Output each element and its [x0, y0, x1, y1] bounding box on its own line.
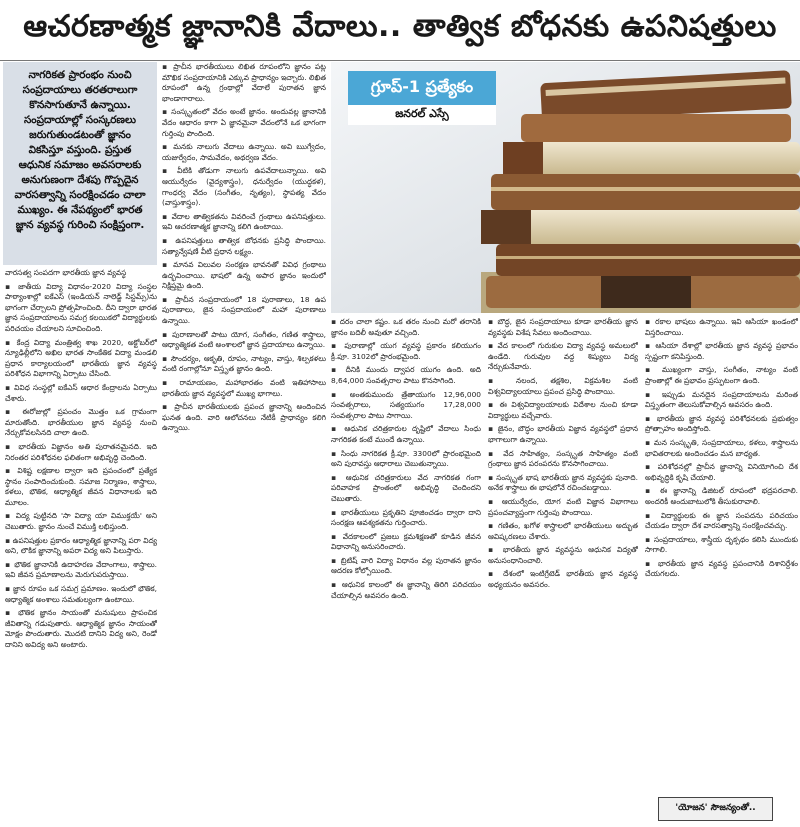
paragraph: ▪ పురాణాల్లో యుగ వ్యవస్థ ప్రకారం కలియుగం క్రీ.పూ. 3102లో ప్రారంభమైంది. [331, 341, 481, 362]
paragraph: ▪ సంప్రదాయాలు, శాస్త్రీయ దృక్పథం కలిసి ముందుకు సాగాలి. [645, 535, 798, 556]
paragraph: ▪ వేద కాలంలో గురుకుల విద్యా వ్యవస్థ అమలులో ఉండేది. గురువుల వద్ద శిష్యులు విద్య నేర్చుకునేవారు. [488, 341, 638, 373]
paragraph: ▪ సంస్కృత భాష భారతీయ జ్ఞాన వ్యవస్థకు పునాది. అనేక శాస్త్రాలు ఈ భాషలోనే రచించబడ్డాయి. [488, 473, 638, 494]
headline-divider [0, 60, 800, 61]
paragraph: ▪ ఆయుర్వేదం, యోగ వంటి విజ్ఞాన విభాగాలు ప్రపంచవ్యాప్తంగా గుర్తింపు పొందాయి. [488, 497, 638, 518]
paragraph: ▪ భౌతిక జ్ఞానం సాయంతో మనుషులు ప్రాపంచిక జీవితాన్ని గడుపుతారు. ఆధ్యాత్మిక జ్ఞానం సాయంతో మోక్షం పొందుతారు. మొదటి దానిని విద్య అని, రెండో దానిని అవిద్య అని అంటారు. [5, 608, 157, 650]
paragraph: ▪ గణితం, ఖగోళ శాస్త్రాలలో భారతీయులు అద్భుత ఆవిష్కరణలు చేశారు. [488, 521, 638, 542]
paragraph: ▪ ప్రాచీన భారతీయులకు ప్రపంచ జ్ఞానాన్ని అందించిన ఘనత ఉంది. వారి ఆలోచనలు నేటికీ ప్రాధాన్యం కలిగి ఉన్నాయి. [162, 402, 326, 434]
article-column-4 [488, 317, 638, 823]
paragraph: ▪ సంస్కృతంలో వేదం అంటే జ్ఞానం. అందువల్ల జ్ఞానానికి వేదం ఆధారం కాగా ఏ జ్ఞానమైనా వేదంలోనే ఒక భాగంగా గుర్తింపు పొందింది. [162, 107, 326, 139]
paragraph: ▪ విద్య పుట్టినది 'సా విద్యా యా విముక్తయే' అని చెబుతారు. జ్ఞానం నుంచే విముక్తి లభిస్తుంది. [5, 511, 157, 532]
paragraph: ▪ ఆసియా దేశాల్లో భారతీయ జ్ఞాన వ్యవస్థ ప్రభావం స్పష్టంగా కనిపిస్తుంది. [645, 341, 798, 362]
paragraph: ▪ దీనికి ముందు ద్వాపర యుగం ఉంది. అది 8,64,000 సంవత్సరాల పాటు కొనసాగింది. [331, 365, 481, 386]
paragraph: ▪ ప్రాచీన సంప్రదాయంలో 18 పురాణాలు, 18 ఉప పురాణాలు, జైన సంప్రదాయంలో మహా పురాణాలు ఉన్నాయి. [162, 295, 326, 327]
paragraph: ▪ మనకు నాలుగు వేదాలు ఉన్నాయి. అవి ఋగ్వేదం, యజుర్వేదం, సామవేదం, అథర్వణ వేదం. [162, 142, 326, 163]
paragraph: ▪ విశిష్ట లక్షణాల ద్వారా ఇది ప్రపంచంలో ప్రత్యేక స్థానం సంపాదించుకుంది. సమాజ నిర్మాణం, శాస్త్రాలు, కళలు, భౌతిక, ఆధ్యాత్మిక జీవన విధానాలకు ఇది మూలం. [5, 466, 157, 508]
paragraph: ▪ పురాణాలతో పాటు యోగ, సంగీతం, గణిత శాస్త్రాలు, ఆధ్యాత్మికత వంటి అంశాలలో జ్ఞాన ప్రదాయాలు ఉన్నాయి. [162, 330, 326, 351]
paragraph: ▪ భారతీయ జ్ఞాన వ్యవస్థను ఆధునిక విద్యతో అనుసంధానించాలి. [488, 545, 638, 566]
article-column-1 [5, 268, 157, 823]
paragraph: వారసత్వ సంపదగా భారతీయ జ్ఞాన వ్యవస్థ [5, 268, 127, 277]
paragraph: ▪ ముఖ్యంగా వాస్తు, సంగీతం, నాట్యం వంటి ప్రాంతాల్లో ఈ ప్రభావం ప్రస్ఫుటంగా ఉంది. [645, 365, 798, 386]
headline: ఆచరణాత్మక జ్ఞానానికి వేదాలు.. తాత్విక బోధనకు ఉపనిషత్తులు [23, 9, 777, 44]
paragraph: ▪ భారతీయ జ్ఞాన వ్యవస్థ ప్రపంచానికి దిశానిర్దేశం చేయగలదు. [645, 559, 798, 580]
series-subtitle: జనరల్‌ ఎస్సే [348, 105, 496, 125]
paragraph: ▪ ఉపనిషత్తుల ప్రకారం ఆధ్యాత్మిక జ్ఞానాన్ని పరా విద్య అని, లౌకిక జ్ఞానాన్ని అపరా విద్య అని పిలుస్తారు. [5, 536, 157, 557]
intro-box: నాగరికత ప్రారంభం నుంచి సంప్రదాయాలు తరతరాలుగా కొనసాగుతూనే ఉన్నాయి. సంప్రదాయాల్లో సంస్కరణలు జరుగుతుండటంతో జ్ఞానం వికసిస్తూ వస్తుంది. ప్రస్తుత ఆధునిక సమాజం అవసరాలకు అనుగుణంగా దేశపు గొప్పదైన వారసత్వాన్ని సంరక్షించడం చాలా ముఖ్యం. ఈ నేపథ్యంలో భారత జ్ఞాన వ్యవస్థ గురించి సంక్షిప్తంగా. [3, 62, 157, 265]
paragraph: ▪ జాతీయ విద్యా విధానం-2020 విద్యా సంస్థల పాఠ్యాంశాల్లో ఐకేఎస్ (ఇండియన్ నాలెడ్జ్ సిస్టమ్స్)ను భాగంగా చేర్చాలని ప్రోత్సహించింది. దీని ద్వారా భారత జ్ఞాన సంప్రదాయాలను సమగ్ర కలయికలో విద్యార్థులకు పరిచయం చేయాలని సూచించింది. [5, 282, 157, 335]
paragraph: ▪ విద్యార్థులకు ఈ జ్ఞాన సంపదను పరిచయం చేయడం ద్వారా దేశ వారసత్వాన్ని సంరక్షించవచ్చు. [645, 511, 798, 532]
paragraph: ▪ మానవ విలువల సంరక్షణ భావనతో వివిధ గ్రంథాలు ఉద్భవించాయి. భాషలో ఉన్న అపార జ్ఞానం ఇందులో నిక్షిప్తమై ఉంది. [162, 260, 326, 292]
paragraph: ▪ సౌందర్యం, ఆకృతి, రూపం, నాట్యం, వాస్తు, శిల్పకళలు వంటి రంగాల్లోనూ విస్తృత జ్ఞానం ఉంది. [162, 354, 326, 375]
paragraph: ▪ అంతకుముందు త్రేతాయుగం 12,96,000 సంవత్సరాలు, సత్యయుగం 17,28,000 సంవత్సరాల పాటు సాగాయి. [331, 390, 481, 422]
paragraph: ▪ ఉపనిషత్తులు తాత్విక బోధనకు ప్రసిద్ధి పొందాయి. సత్యాన్వేషణే వీటి ప్రధాన లక్ష్యం. [162, 236, 326, 257]
paragraph: ▪ ఈరోజుల్లో ప్రపంచం మొత్తం ఒక గ్రామంగా మారుతోంది. భారతీయుల జ్ఞాన వ్యవస్థ నుంచి నేర్చుకోవలసినది చాలా ఉంది. [5, 407, 157, 439]
paragraph: ▪ దరం చాలా కష్టం. ఒక తరం నుంచి మరో తరానికి జ్ఞానం బదిలీ అవుతూ వచ్చింది. [331, 317, 481, 338]
paragraph: ▪ బౌద్ధ, జైన సంప్రదాయాలు కూడా భారతీయ జ్ఞాన వ్యవస్థకు విశేష సేవలు అందించాయి. [488, 317, 638, 338]
article-column-3 [331, 317, 481, 823]
paragraph: ▪ వేద సాహిత్యం, సంస్కృత సాహిత్యం వంటి గ్రంథాలు జ్ఞాన పరంపరను కొనసాగించాయి. [488, 449, 638, 470]
paragraph: ▪ బ్రిటిష్ వారి విద్యా విధానం వల్ల పురాతన జ్ఞానం ఆదరణ కోల్పోయింది. [331, 556, 481, 577]
paragraph: ▪ వివిధ సంస్థల్లో ఐకేఎస్ ఆధార కేంద్రాలను ఏర్పాటు చేశారు. [5, 383, 157, 404]
paragraph: ▪ వేదకాలంలో ప్రజలు క్రమశిక్షణతో కూడిన జీవన విధానాన్ని అనుసరించారు. [331, 532, 481, 553]
paragraph: ▪ ప్రాచీన భారతీయులు లిఖిత రూపంలోని జ్ఞానం పట్ల మౌఖిక సంప్రదాయానికి ఎక్కువ ప్రాధాన్యం ఇచ్చారు. లిఖిత రూపంలో ఉన్న గ్రంథాల్లో వేదాలే పురాతన జ్ఞాన భాండాగారాలు. [162, 62, 326, 104]
paragraph: ▪ భారతీయులు ప్రకృతిని పూజించడం ద్వారా దాని సంరక్షణ ఆవశ్యకతను గుర్తించారు. [331, 508, 481, 529]
source-credit: 'యోజన' సౌజన్యంతో.. [658, 797, 773, 821]
paragraph: ▪ ఈ జ్ఞానాన్ని డిజిటల్ రూపంలో భద్రపరచాలి. అందరికీ అందుబాటులోకి తీసుకురావాలి. [645, 486, 798, 507]
paragraph: ▪ వీటికి తోడుగా నాలుగు ఉపవేదాలున్నాయి. అవి ఆయుర్వేదం (వైద్యశాస్త్రం), ధనుర్వేదం (యుద్ధకళ), గాంధర్వ వేదం (సంగీతం, నృత్యం), స్థాపత్య వేదం (వాస్తుశాస్త్రం). [162, 166, 326, 208]
paragraph: ▪ పరిశోధనల్లో ప్రాచీన జ్ఞానాన్ని వినియోగించి దేశ అభివృద్ధికి కృషి చేయాలి. [645, 462, 798, 483]
paragraph: ▪ వేదాల తాత్వికతను వివరించే గ్రంథాలు ఉపనిషత్తులు. ఇవి ఆచరణాత్మక జ్ఞానాన్ని కలిగి ఉంటాయి. [162, 212, 326, 233]
paragraph: ▪ భౌతిక జ్ఞానానికి ఉదాహరణ వేదాంగాలు, శాస్త్రాలు. ఇవి జీవన ప్రమాణాలను మెరుగుపరుస్తాయి. [5, 560, 157, 581]
paragraph: ▪ మన సంస్కృతి, సంప్రదాయాలు, కళలు, శాస్త్రాలను భావితరాలకు అందించడం మన బాధ్యత. [645, 438, 798, 459]
paragraph: ▪ ఆధునిక చరిత్రకారులు వేద నాగరికత గంగా పరివాహక ప్రాంతంలో అభివృద్ధి చెందిందని చెబుతారు. [331, 473, 481, 505]
paragraph: ▪ నలంద, తక్షశిల, విక్రమశిల వంటి విశ్వవిద్యాలయాలు ప్రపంచ ప్రసిద్ధి పొందాయి. [488, 376, 638, 397]
paragraph: ▪ కేంద్ర విద్యా మంత్రిత్వ శాఖ 2020, అక్టోబర్‌లో న్యూఢిల్లీలోని అఖిల భారత సాంకేతిక విద్యా మండలి ప్రధాన కార్యాలయంలో భారతీయ జ్ఞాన వ్యవస్థ పరిశోధన విభాగాన్ని ఏర్పాటు చేసింది. [5, 338, 157, 380]
paragraph: ▪ రామాయణం, మహాభారతం వంటి ఇతిహాసాలు భారతీయ జ్ఞాన వ్యవస్థలో ముఖ్య భాగాలు. [162, 378, 326, 399]
paragraph: ▪ భారతీయ జ్ఞాన వ్యవస్థ పరిశోధనలకు ప్రభుత్వం ప్రోత్సాహం అందిస్తోంది. [645, 414, 798, 435]
paragraph: ▪ సింధు నాగరికత క్రీ.పూ. 3300లో ప్రారంభమైంది అని పురావస్తు ఆధారాలు చెబుతున్నాయి. [331, 449, 481, 470]
paragraph: ▪ భారతీయ విజ్ఞానం అతి పురాతనమైనది. ఇది నిరంతర పరిశోధనల ఫలితంగా అభివృద్ధి చెందింది. [5, 442, 157, 463]
paragraph: ▪ దేశంలో ఇంటిగ్రేటెడ్ భారతీయ జ్ఞాన వ్యవస్థ అధ్యయనం అవసరం. [488, 569, 638, 590]
paragraph: ▪ ఆధునిక కాలంలో ఈ జ్ఞానాన్ని తిరిగి పరిచయం చేయాల్సిన అవసరం ఉంది. [331, 580, 481, 601]
paragraph: ▪ రకాల భాషలు ఉన్నాయి. ఇవి ఆసియా ఖండంలో విస్తరించాయి. [645, 317, 798, 338]
series-badge: గ్రూప్‌-1 ప్రత్యేకం [348, 71, 496, 105]
paragraph: ▪ ఈ విశ్వవిద్యాలయాలకు విదేశాల నుంచి కూడా విద్యార్థులు వచ్చేవారు. [488, 400, 638, 421]
article-column-2 [162, 62, 326, 823]
paragraph: ▪ జైనం, బౌద్ధం భారతీయ విజ్ఞాన వ్యవస్థలో ప్రధాన భాగాలుగా ఉన్నాయి. [488, 424, 638, 445]
books-photo [331, 62, 800, 313]
paragraph: ▪ ఆధునిక చరిత్రకారుల దృష్టిలో వేదాలు సింధు నాగరికత కంటే ముందే ఉన్నాయి. [331, 424, 481, 445]
paragraph: ▪ ఇప్పుడు మనదైన సంప్రదాయాలను మరింత విస్తృతంగా తెలుసుకోవాల్సిన అవసరం ఉంది. [645, 390, 798, 411]
paragraph: ▪ జ్ఞాన రూపం ఒక సమగ్ర ప్రమాణం. ఇందులో భౌతిక, ఆధ్యాత్మిక అంశాలు సమతుల్యంగా ఉంటాయి. [5, 584, 157, 605]
article-column-5 [645, 317, 798, 793]
